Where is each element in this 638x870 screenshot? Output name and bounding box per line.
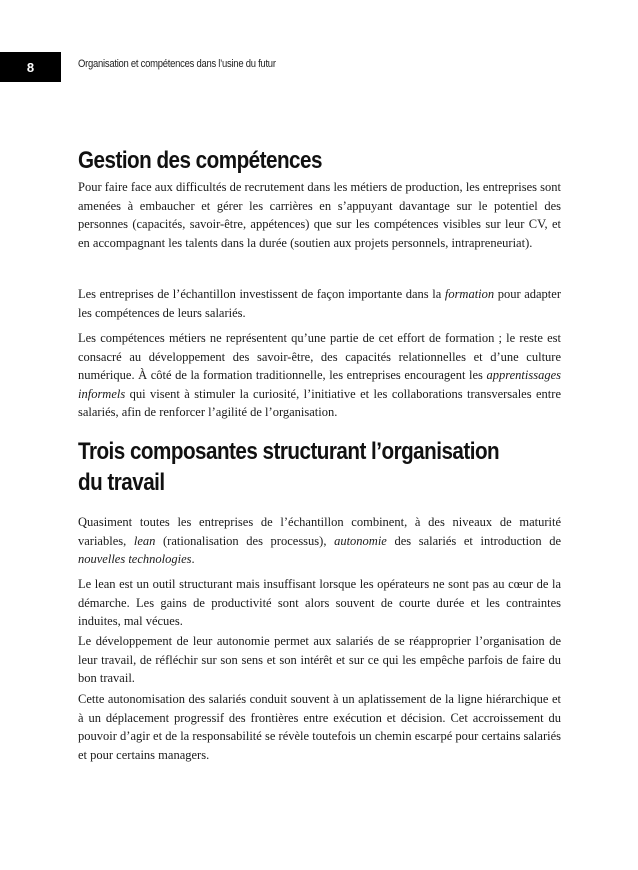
paragraph — [78, 285, 561, 322]
heading-line: du travail — [78, 469, 165, 496]
emphasis-text: lean — [133, 533, 156, 548]
text-run: qui visent à stimuler la curiosité, l’initiative et les collaborations transversales entre salariés, afin de renforcer l’agilité de l’organisation. — [78, 386, 561, 420]
running-header: Organisation et compétences dans l’usine du futur — [78, 58, 276, 70]
paragraph: Cette autonomisation des salariés conduit souvent à un aplatissement de la ligne hiérarchique et à un déplacement progressif des frontières entre exécution et décision. Cet accroissement du pouvoir d’agir et de la responsabilité se révèle toutefois un chemin escarpé pour certains salariés et pour certains managers. — [78, 692, 561, 762]
heading-line: Trois composantes structurant l’organisation — [78, 438, 500, 465]
emphasis-text: apprentissages informels — [78, 368, 561, 401]
text-run: Les entreprises de l’échantillon investissent de façon importante dans la — [78, 287, 445, 301]
emphasis-text: autonomie — [334, 533, 387, 548]
text-run: Quasiment toutes les entreprises de l’échantillon combinent, à des niveaux de maturité variables, — [78, 515, 561, 548]
paragraph: Le développement de leur autonomie permet aux salariés de se réapproprier l’organisation de leur travail, de réfléchir sur son sens et son intérêt et sur ce qui les empêche parfois de faire du bon travail. — [78, 634, 561, 686]
text-run: Les compétences métiers ne représentent qu’une partie de cet effort de formation ; le reste est consacré au développement des savoir-être, des capacités relationnelles et d’une culture numérique. À côté de la formation traditionnelle, les entreprises encouragent les — [78, 331, 561, 383]
paragraph — [78, 329, 561, 422]
text-run: des salariés et introduction de — [386, 533, 561, 548]
text-run: (rationalisation des processus), — [155, 533, 335, 548]
paragraph: Pour faire face aux difficultés de recrutement dans les métiers de production, les entreprises sont amenées à embaucher et gérer les carrières en s’appuyant davantage sur le potentiel des personnes (capacités, savoir-être, appétences) que sur les compétences visibles sur leur CV, et en accompagnant les talents dans la durée (soutien aux projets personnels, intrapreneuriat). — [78, 180, 561, 250]
emphasis-text: formation — [444, 287, 495, 301]
text-run: pour adapter les compétences de leurs salariés. — [78, 287, 561, 320]
section-heading-organisation — [78, 436, 560, 498]
emphasis-text: nouvelles technologies — [78, 552, 192, 567]
paragraph: Le lean est un outil structurant mais insuffisant lorsque les opérateurs ne sont pas au cœur de la démarche. Les gains de productivité sont alors souvent de courte durée et les contraintes induites, mal vécues. — [78, 577, 561, 629]
page-number: 8 — [0, 52, 61, 82]
section-heading-competences: Gestion des compétences — [78, 147, 322, 174]
text-run: . — [191, 552, 195, 567]
paragraph — [78, 513, 561, 569]
